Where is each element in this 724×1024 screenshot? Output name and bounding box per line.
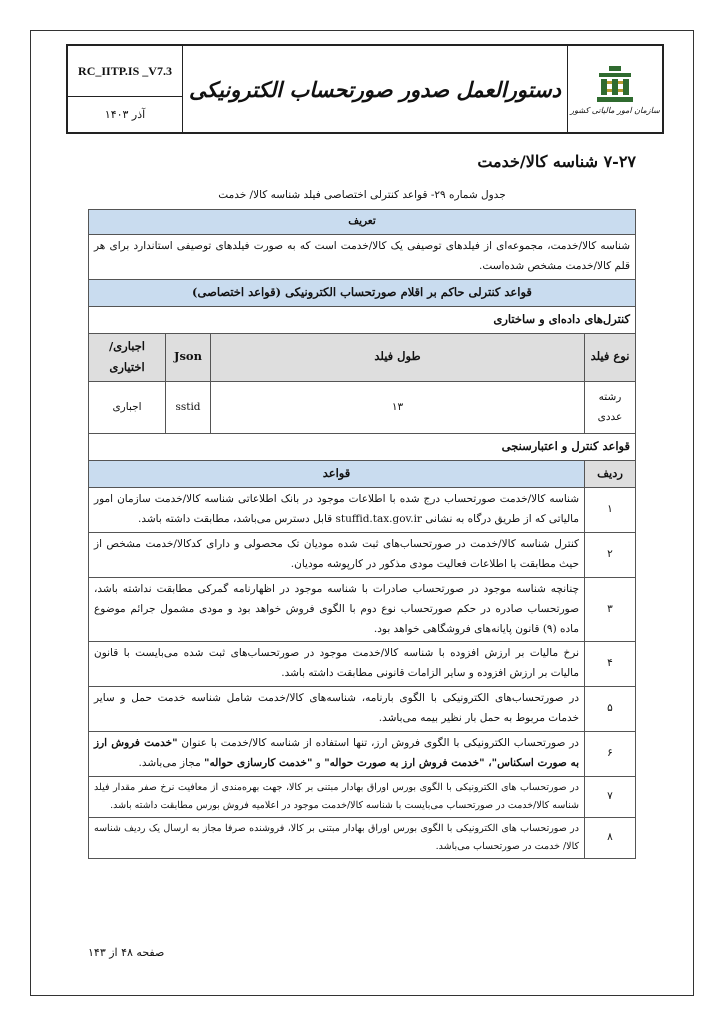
rule-num: ۱ [585,487,636,532]
rule-text: در صورتحساب های الکترونیکی با الگوی بورس اوراق بهادار مبتنی بر کالا، فروشنده صرفا مجاز به ارسال یک ردیف شناسه کالا/ خدمت در صورتحساب می‌باشد. [89,818,585,859]
section-title: ۷-۲۷ شناسه کالا/خدمت [477,152,636,171]
rule-text: نرخ مالیات بر ارزش افزوده با شناسه کالا/خدمت موجود در صورتحساب‌های ثبت شده می‌بایست با قانون مالیات بر ارزش افزوده و سایر الزامات قانونی مطابقت داشته باشد. [89,642,585,687]
document-date: آذر ۱۴۰۳ [104,108,146,121]
portal-link[interactable]: stuffid.tax.gov.ir [335,512,422,525]
col-num-header: ردیف [585,461,636,488]
rule-text: کنترل شناسه کالا/خدمت در صورتحساب‌های ثبت شده مودیان تک محصولی و دارای کدکالا/خدمت مشخص از حیث مطابقت با اطلاعات فعالیت مودی مذکور در کارپوشه مودیان. [89,532,585,577]
rule-num: ۴ [585,642,636,687]
field-mandatory-cell: اجباری [89,382,166,434]
field-type-cell: رشته عددی [585,382,636,434]
rule-text: در صورتحساب های الکترونیکی با الگوی بورس اوراق بهادار مبتنی بر کالا، جهت بهره‌مندی از معافیت نرخ صفر مقدار فیلد شناسه کالا/خدمت در صورتحساب می‌بایست با شناسه کالا/خدمت موجود در اعلامیه فروش بورس مطابقت داشته باشد. [89,777,585,818]
document-header [66,44,664,134]
rule-text: شناسه کالا/خدمت صورتحساب درج شده با اطلاعات موجود در بانک اطلاعاتی شناسه کالا/خدمت سازمان امور مالیاتی که از طریق درگاه به نشانی stuffid.tax.gov.ir قابل دسترس می‌باشد، مطابقت داشته باشد. [89,487,585,532]
definition-text: شناسه کالا/خدمت، مجموعه‌ای از فیلدهای توصیفی یک کالا/خدمت است که به صورت فیلدهای توصیفی استاندارد برای هر قلم کالا/خدمت مشخص شده‌است. [89,234,636,279]
validation-heading: قواعد کنترل و اعتبارسنجی [89,434,636,461]
col-length-header: طول فیلد [211,333,585,382]
col-json-header: Json [166,333,211,382]
document-code: RC_IITP.IS _V7.3 [68,46,182,97]
rule-num: ۶ [585,732,636,777]
col-type-header: نوع فیلد [585,333,636,382]
rule-num: ۳ [585,577,636,642]
rule-text: در صورتحساب‌های الکترونیکی با الگوی بارنامه، شناسه‌های کالا/خدمت شامل شناسه خدمت حمل و سایر خدمات مربوط به حمل بار نظیر بیمه می‌باشد. [89,687,585,732]
rule-text: چنانچه شناسه موجود در صورتحساب صادرات با شناسه موجود در اظهارنامه گمرکی مطابقت نداشته باشد، صورتحساب صادره در حکم صورتحساب نوع دوم با الگوی فروش خواهد بود و مودی مشمول جرائم موضوع ماده (۹) قانون پایانه‌های فروشگاهی خواهد بود. [89,577,585,642]
col-mandatory-header: اجباری/ اختیاری [89,333,166,382]
data-controls-heading: کنترل‌های داده‌ای و ساختاری [89,306,636,333]
document-title: دستورالعمل صدور صورتحساب الکترونیکی [188,76,562,102]
header-meta [68,46,183,132]
rule-text: در صورتحساب الکترونیکی با الگوی فروش ارز، تنها استفاده از شناسه کالا/خدمت با عنوان "خدمت فروش ارز به صورت اسکناس"، "خدمت فروش ارز به صورت حواله" و "خدمت کارسازی حواله" مجاز می‌باشد. [89,732,585,777]
col-rule-header: قواعد [89,461,585,488]
table-caption: جدول شماره ۲۹- قواعد کنترلی اختصاصی فیلد شناسه کالا/ خدمت [218,189,506,201]
definition-heading: تعریف [89,210,636,235]
rule-num: ۵ [585,687,636,732]
rules-heading: قواعد کنترلی حاکم بر اقلام صورتحساب الکترونیکی (قواعد اختصاصی) [89,279,636,306]
org-logo-block [567,46,662,132]
page-number: صفحه ۴۸ از ۱۴۳ [88,946,165,959]
field-json-cell: sstid [166,382,211,434]
rule-num: ۸ [585,818,636,859]
org-name: سازمان امور مالیاتی کشور [570,105,660,115]
rule-num: ۲ [585,532,636,577]
emblem-icon [595,64,635,104]
field-length-cell: ۱۳ [211,382,585,434]
rules-table [88,209,636,859]
rule-num: ۷ [585,777,636,818]
